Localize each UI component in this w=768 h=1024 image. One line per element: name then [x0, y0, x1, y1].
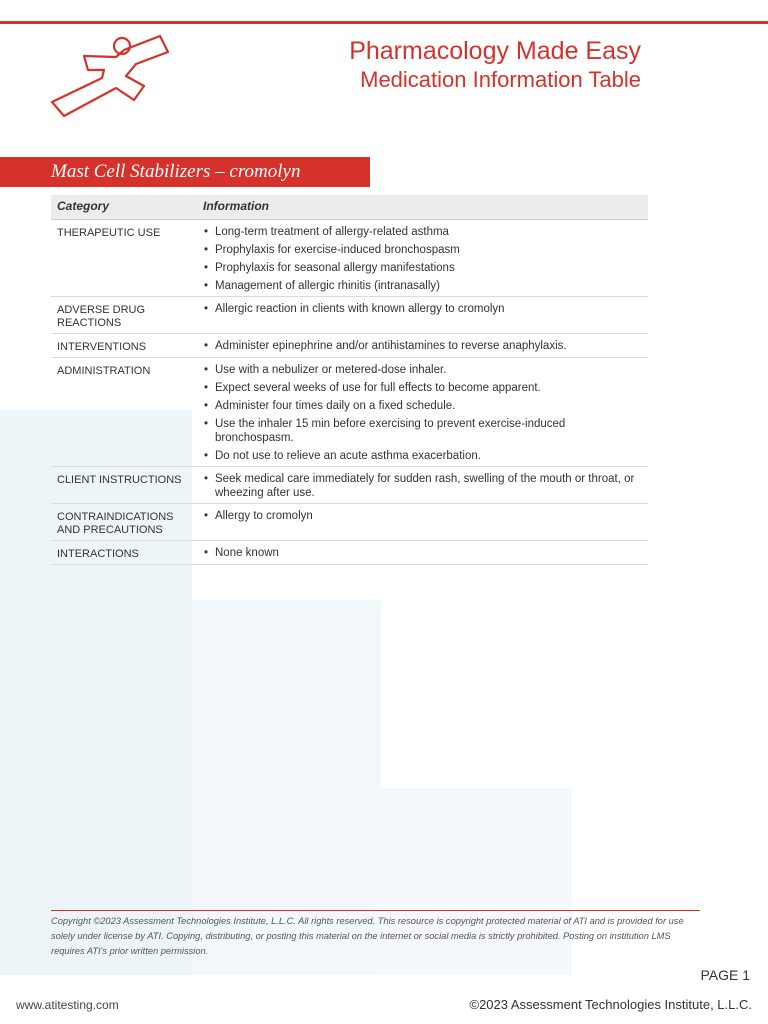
- document-subtitle: Medication Information Table: [360, 67, 641, 92]
- row-category: INTERVENTIONS: [57, 341, 147, 353]
- information-list: [203, 509, 648, 523]
- row-category: THERAPEUTIC USE: [57, 227, 161, 239]
- section-banner: [0, 157, 370, 187]
- row-category: CONTRAINDICATIONS AND PRECAUTIONS: [57, 511, 174, 536]
- information-list: [203, 302, 648, 316]
- information-list: [203, 546, 648, 560]
- row-information: [195, 509, 648, 537]
- section-title: Mast Cell Stabilizers – cromolyn: [51, 161, 301, 182]
- header-titles: [349, 36, 641, 94]
- website-link[interactable]: www.atitesting.com: [16, 998, 119, 1012]
- footer-copyright: ©2023 Assessment Technologies Institute, L.L.C.: [469, 997, 752, 1012]
- document-title: Pharmacology Made Easy: [349, 37, 641, 65]
- row-category: ADVERSE DRUG REACTIONS: [57, 304, 146, 329]
- table-row: [51, 541, 648, 565]
- column-header-category: Category: [57, 199, 110, 213]
- information-list: [203, 363, 648, 463]
- list-item: • Management of allergic rhinitis (intranasally): [203, 279, 642, 293]
- list-item: • Allergy to cromolyn: [203, 509, 642, 523]
- list-item: • Use with a nebulizer or metered-dose inhaler.: [203, 363, 642, 377]
- table-body: [51, 220, 648, 565]
- list-item: • Long-term treatment of allergy-related asthma: [203, 225, 642, 239]
- row-information: [195, 225, 648, 293]
- row-information: [195, 339, 648, 354]
- table-row: [51, 334, 648, 358]
- table-row: [51, 467, 648, 504]
- information-list: [203, 225, 648, 293]
- list-item: • Use the inhaler 15 min before exercising to prevent exercise-induced bronchospasm.: [203, 417, 642, 445]
- row-information: [195, 302, 648, 330]
- column-header-information: Information: [203, 199, 269, 213]
- list-item: • Expect several weeks of use for full effects to become apparent.: [203, 381, 642, 395]
- table-row: [51, 504, 648, 541]
- list-item: • Administer four times daily on a fixed schedule.: [203, 399, 642, 413]
- list-item: • Prophylaxis for exercise-induced bronchospasm: [203, 243, 642, 257]
- page-number: PAGE 1: [700, 967, 750, 983]
- footer-rule: [51, 910, 700, 911]
- row-category: CLIENT INSTRUCTIONS: [57, 474, 182, 486]
- table-row: [51, 220, 648, 297]
- information-list: [203, 339, 648, 353]
- row-category: INTERACTIONS: [57, 548, 139, 560]
- list-item: • Seek medical care immediately for sudden rash, swelling of the mouth or throat, or wheezing after use.: [203, 472, 642, 500]
- row-information: [195, 472, 648, 500]
- list-item: • Prophylaxis for seasonal allergy manifestations: [203, 261, 642, 275]
- information-list: [203, 472, 648, 500]
- table-row: [51, 297, 648, 334]
- copyright-notice: Copyright ©2023 Assessment Technologies Institute, L.L.C. All rights reserved. This resource is copyright protected material of ATI and is provided for use solely under license by ATI. Copying, distributing, or posting this material on the internet or social media is strictly prohibited. Posting on institution LMS requires ATI's prior written permission.: [51, 916, 684, 956]
- list-item: • Administer epinephrine and/or antihistamines to reverse anaphylaxis.: [203, 339, 642, 353]
- list-item: • Allergic reaction in clients with known allergy to cromolyn: [203, 302, 642, 316]
- row-information: [195, 363, 648, 463]
- list-item: • None known: [203, 546, 642, 560]
- header-rule: [0, 21, 768, 24]
- table-header: [51, 195, 648, 220]
- ati-figure-logo-icon: [44, 30, 174, 122]
- medication-table: [51, 195, 648, 565]
- row-category: ADMINISTRATION: [57, 365, 151, 377]
- list-item: • Do not use to relieve an acute asthma exacerbation.: [203, 449, 642, 463]
- row-information: [195, 546, 648, 561]
- table-row: [51, 358, 648, 467]
